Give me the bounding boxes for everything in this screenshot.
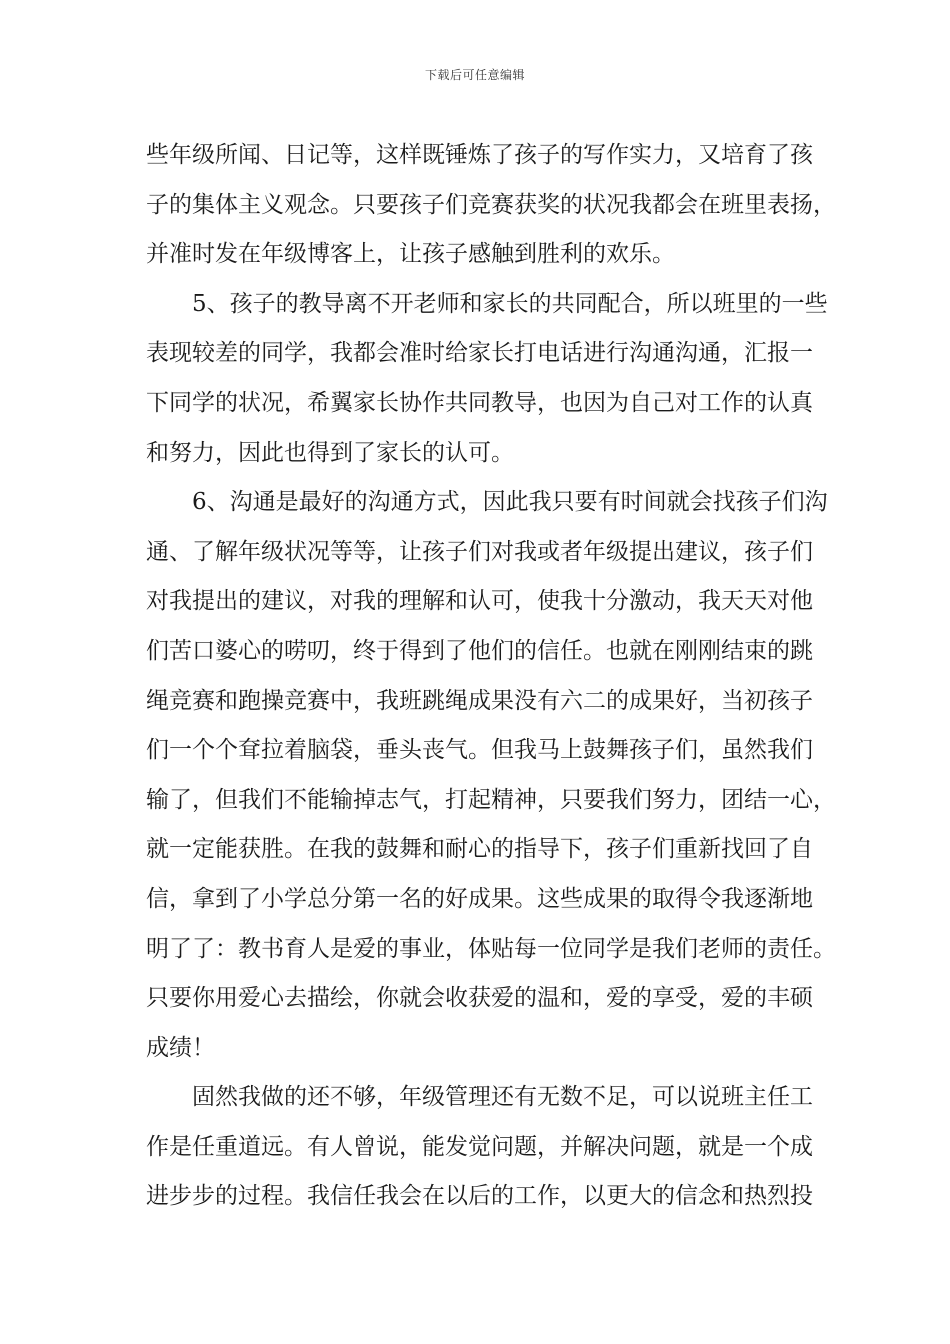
text-line: 对我提出的建议，对我的理解和认可，使我十分激动，我天天对他 xyxy=(146,588,813,615)
text-line: 作是任重道远。有人曾说，能发觉问题，并解决问题，就是一个成 xyxy=(146,1133,813,1160)
text-line: 们苦口婆心的唠叨，终于得到了他们的信任。也就在刚刚结束的跳 xyxy=(146,637,813,664)
page-header: 下载后可任意编辑 xyxy=(424,68,525,82)
text-line: 明了了：教书育人是爱的事业，体贴每一位同学是我们老师的责任。 xyxy=(146,935,836,962)
text-line: 信，拿到了小学总分第一名的好成果。这些成果的取得令我逐渐地 xyxy=(146,885,813,912)
text-line: 和努力，因此也得到了家长的认可。 xyxy=(146,439,514,466)
text-line: 通、了解年级状况等等，让孩子们对我或者年级提出建议，孩子们 xyxy=(146,538,813,565)
text-line: 就一定能获胜。在我的鼓舞和耐心的指导下，孩子们重新找回了自 xyxy=(146,836,813,863)
paragraph-first-line: 5、孩子的教导离不开老师和家长的共同配合，所以班里的一些 xyxy=(192,290,828,317)
text-line: 成绩！ xyxy=(146,1034,215,1061)
paragraph-first-line: 6、沟通是最好的沟通方式，因此我只要有时间就会找孩子们沟 xyxy=(192,489,828,516)
text-line: 下同学的状况，希翼家长协作共同教导，也因为自己对工作的认真 xyxy=(146,389,813,416)
text-line: 只要你用爱心去描绘，你就会收获爱的温和，爱的享受，爱的丰硕 xyxy=(146,985,813,1012)
text-line: 们一个个耷拉着脑袋，垂头丧气。但我马上鼓舞孩子们，虽然我们 xyxy=(146,737,813,764)
text-line: 并准时发在年级博客上，让孩子感触到胜利的欢乐。 xyxy=(146,241,675,268)
text-line: 子的集体主义观念。只要孩子们竞赛获奖的状况我都会在班里表扬， xyxy=(146,191,836,218)
text-line: 进步步的过程。我信任我会在以后的工作，以更大的信念和热烈投 xyxy=(146,1183,813,1210)
text-line: 表现较差的同学，我都会准时给家长打电话进行沟通沟通，汇报一 xyxy=(146,340,813,367)
paragraph-first-line: 固然我做的还不够，年级管理还有无数不足，可以说班主任工 xyxy=(192,1084,813,1111)
text-line: 些年级所闻、日记等，这样既锤炼了孩子的写作实力，又培育了孩 xyxy=(146,142,813,168)
document-body xyxy=(146,131,836,1222)
text-line: 输了，但我们不能输掉志气，打起精神，只要我们努力，团结一心， xyxy=(146,786,836,813)
text-line: 绳竞赛和跑操竞赛中，我班跳绳成果没有六二的成果好，当初孩子 xyxy=(146,687,813,714)
